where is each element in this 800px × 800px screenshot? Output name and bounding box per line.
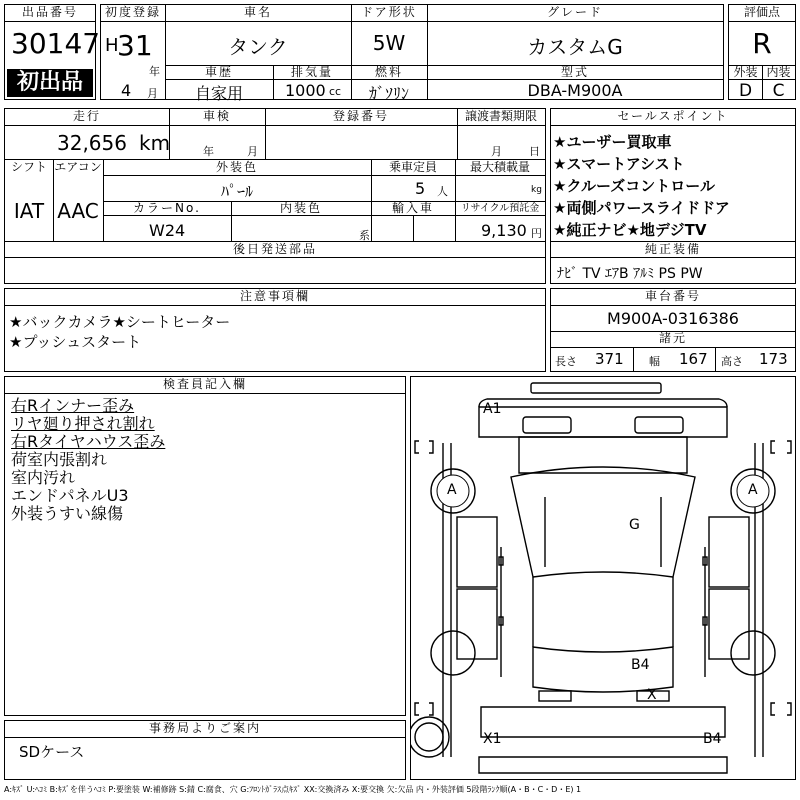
max-load-unit: kg (531, 185, 542, 195)
first-reg-label: 初度登録 (104, 5, 161, 19)
displacement-unit: cc (329, 85, 342, 98)
first-reg-year: 31 (117, 29, 153, 62)
year-unit: 年 (149, 65, 160, 78)
mark-rear-marker: X (647, 687, 657, 703)
mark-windshield: G (629, 517, 640, 533)
car-diagram (410, 376, 796, 780)
ext-color-value: ﾊﾟｰﾙ (220, 182, 253, 201)
grade-value: カスタムG (527, 35, 623, 59)
inspector-line: 右Rインナー歪み (11, 396, 135, 415)
mark-rear-left: X1 (483, 731, 502, 747)
lot-number: 30147 (11, 27, 101, 60)
interior-grade: C (772, 81, 785, 101)
length-label: 長さ (555, 355, 577, 368)
capacity-unit: 人 (437, 185, 448, 198)
import-label: 輸入車 (391, 201, 434, 215)
max-load-label: 最大積載量 (469, 160, 530, 174)
int-color-label: 内装色 (279, 201, 322, 215)
notes-line: ★バックカメラ★シートヒーター (9, 313, 231, 331)
model-code-label: 型式 (560, 65, 589, 79)
ext-color-label: 外装色 (215, 160, 258, 174)
mileage-unit: km (139, 131, 171, 155)
door-label: ドア形状 (361, 5, 417, 19)
displacement-value: 1000 (285, 81, 326, 100)
shift-value: IAT (13, 199, 45, 223)
inspector-line: 右Rタイヤハウス歪み (11, 432, 166, 451)
transfer-day-unit: 日 (529, 145, 540, 158)
ac-value: AAC (57, 199, 99, 223)
inspector-line: 外装うすい線傷 (11, 504, 124, 523)
door-type: 5W (372, 31, 406, 55)
recycle-unit: 円 (531, 227, 542, 240)
reg-number-label: 登録番号 (332, 109, 389, 123)
score-label: 評価点 (743, 5, 780, 19)
first-reg-month: 4 (121, 81, 132, 100)
length-value: 371 (595, 350, 624, 368)
exterior-label: 外装 (733, 65, 758, 79)
shift-label: シフト (10, 160, 47, 174)
score-box (728, 4, 796, 100)
inspection-year-unit: 年 (203, 145, 214, 158)
selling-point-item: ★ユーザー買取車 (553, 133, 672, 151)
first-listing-text: 初出品 (16, 70, 83, 95)
chassis-box (550, 288, 796, 372)
height-value: 173 (759, 350, 788, 368)
inspector-line: リヤ廻り押され割れ (11, 414, 155, 433)
inspection-month-unit: 月 (247, 145, 258, 158)
lot-label: 出品番号 (21, 5, 78, 19)
score-value: R (752, 27, 772, 60)
notes-line: ★プッシュスタート (9, 333, 142, 351)
mark-front-bumper: A1 (483, 401, 502, 417)
selling-point-item: ★純正ナビ★地デジTV (553, 221, 707, 239)
model-code-value: DBA-M900A (527, 81, 623, 100)
inspector-label: 検査員記入欄 (162, 377, 247, 391)
car-name-label: 車名 (243, 5, 272, 19)
header-main (100, 4, 724, 103)
office-box (4, 720, 406, 780)
selling-points-box (550, 108, 796, 284)
history-label: 車歴 (204, 65, 233, 79)
car-name: タンク (228, 35, 288, 59)
month-unit: 月 (147, 87, 158, 100)
inspection-label: 車検 (202, 109, 231, 123)
recycle-label: リサイクル預託金 (460, 203, 540, 214)
inspector-line: エンドパネルU3 (11, 486, 129, 505)
fuel-value: ｶﾞｿﾘﾝ (368, 84, 409, 103)
chassis-label: 車台番号 (644, 289, 701, 303)
car-outline-diagram (411, 377, 795, 779)
mileage-value: 32,656 (57, 131, 127, 155)
color-no-label: カラーNo. (133, 201, 201, 215)
mark-tailgate: B4 (631, 657, 650, 673)
history-value: 自家用 (194, 84, 243, 103)
equipment-label: 純正装備 (644, 242, 701, 256)
color-no-value: W24 (149, 221, 186, 240)
office-label: 事務局よりご案内 (148, 721, 261, 735)
legend-text: A:ｷｽﾞ U:ﾍｺﾐ B:ｷｽﾞを伴うﾍｺﾐ P:要塗装 W:補修跡 S:錆 C:腐食、穴 G:ﾌﾛﾝﾄｶﾞﾗｽ点ｷｽﾞ XX:交換済み X:要交換 欠:欠品 内・外装評価 5段階ﾗﾝｸ順(A・B・C・D・E) 1 (4, 785, 582, 794)
selling-point-item: ★スマートアシスト (553, 155, 685, 173)
equipment-value: ﾅﾋﾞ TV ｴｱB ｱﾙﾐ PS PW (557, 266, 703, 282)
mark-rear-right: B4 (703, 731, 722, 747)
mark-left-front-wheel: A (447, 482, 457, 498)
notes-box (4, 288, 546, 372)
office-text: SDケース (19, 743, 85, 761)
int-color-unit: 系 (359, 229, 370, 242)
transfer-month-unit: 月 (491, 145, 502, 158)
interior-label: 内装 (766, 65, 791, 79)
mileage-label: 走行 (72, 109, 101, 123)
fuel-label: 燃料 (374, 65, 403, 79)
width-value: 167 (679, 350, 708, 368)
inspector-box (4, 376, 406, 716)
grade-label: グレード (546, 5, 603, 19)
exterior-grade: D (738, 81, 753, 101)
era-letter: H (105, 35, 119, 56)
displacement-label: 排気量 (290, 65, 333, 79)
recycle-value: 9,130 (481, 221, 527, 240)
chassis-number: M900A-0316386 (607, 309, 739, 328)
lot-box (4, 4, 101, 100)
selling-points-label: セールスポイント (617, 109, 729, 123)
transfer-label: 譲渡書類期限 (464, 109, 537, 123)
info-table (4, 108, 546, 284)
inspector-line: 室内汚れ (11, 468, 76, 487)
specs-label: 諸元 (658, 331, 687, 345)
inspector-line: 荷室内張割れ (11, 450, 108, 469)
later-parts-label: 後日発送部品 (232, 242, 317, 256)
notes-label: 注意事項欄 (239, 289, 310, 303)
height-label: 高さ (721, 355, 743, 368)
mark-right-front-wheel: A (748, 482, 758, 498)
selling-point-item: ★両側パワースライドドア (553, 199, 730, 217)
ac-label: エアコン (54, 160, 102, 174)
width-label: 幅 (649, 355, 660, 368)
capacity-value: 5 (415, 179, 426, 198)
selling-point-item: ★クルーズコントロール (553, 177, 715, 195)
first-listing-badge (7, 69, 93, 97)
capacity-label: 乗車定員 (388, 160, 437, 174)
